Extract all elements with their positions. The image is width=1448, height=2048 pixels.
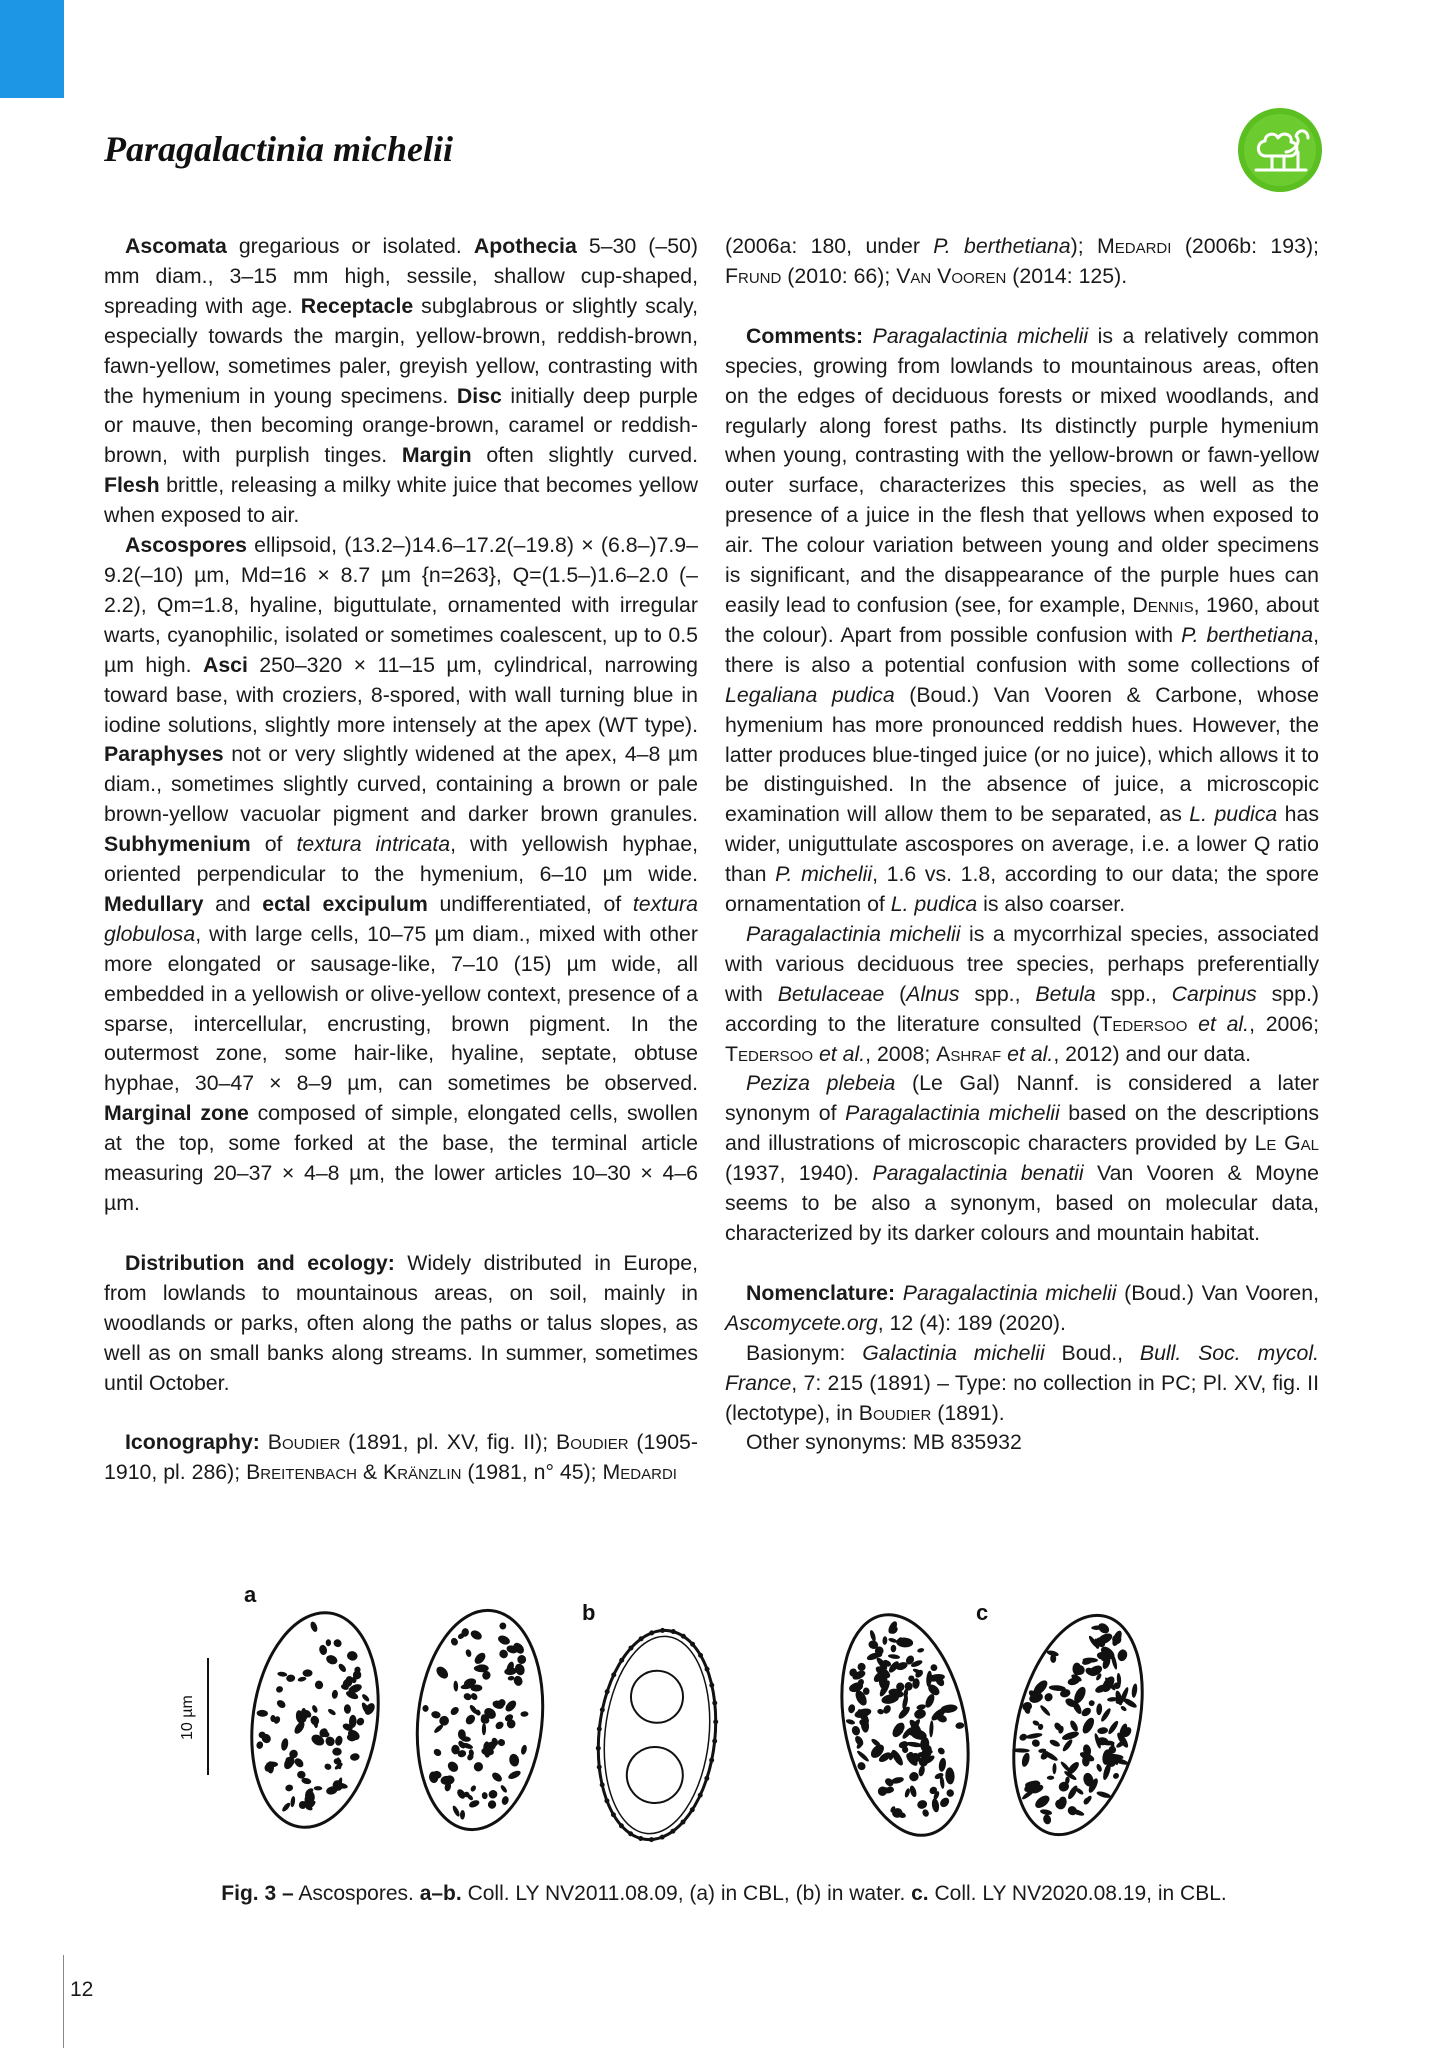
synonyms-paragraph: Other synonyms: MB 835932 [746,1430,1022,1455]
page-title: Paragalactinia michelii [104,129,453,169]
ascospore-figure [170,1580,1220,1880]
right-column [725,232,1319,1458]
spore-c2 [992,1602,1163,1848]
scale-label: 10 µm [179,1695,196,1740]
tree-icon [1236,106,1324,194]
figure-label-c: c [976,1600,989,1625]
page-rule [63,1955,64,2048]
nomenclature-paragraph: Nomenclature: Paragalactinia michelii (Boud.) Van Vooren, Ascomycete.org, 12 (4): 189 (2020). [725,1280,1319,1335]
page-number: 12 [70,1978,94,2001]
spore-b [586,1622,729,1848]
iconography-continued: (2006a: 180, under P. berthetiana); Medardi (2006b: 193); Frund (2010: 66); Van Vooren (2014: 125). [725,234,1319,288]
left-column [104,232,698,1488]
spore-a2 [407,1604,553,1836]
spore-c1 [823,1603,987,1847]
microscopy-paragraph: Ascospores ellipsoid, (13.2–)14.6–17.2(–19.8) × (6.8–)7.9–9.2(–10) µm, Md=16 × 8.7 µm {n=263}, Q=(1.5–)1.6–2.0 (–2.2), Qm=1.8, hyaline, biguttulate, ornamented with irregular warts, cyanophilic, isolated or sometimes coalescent, up to 0.5 µm high. Asci 250–320 × 11–15 µm, cylindrical, narrowing toward base, with croziers, 8-spored, with wall turning blue in iodine solutions, slightly more intensely at the apex (WT type). Paraphyses not or very slightly widened at the apex, 4–8 µm diam., sometimes slightly curved, containing a brown or pale brown-yellow vacuolar pigment and darker brown granules. Subhymenium of textura intricata, with yellowish hyphae, oriented perpendicular to the hymenium, 6–10 µm wide. Medullary and ectal excipulum undifferentiated, of textura globulosa, with large cells, 10–75 µm diam., mixed with other more elongated or sausage-like, 7–10 (15) µm wide, all embedded in a yellowish or olive-yellow context, presence of a sparse, intercellular, encrusting, brown pigment. In the outermost zone, some hair-like, hyaline, septate, obtuse hyphae, 30–47 × 8–9 µm, can sometimes be observed. Marginal zone composed of simple, elongated cells, swollen at the top, some forked at the base, the terminal article measuring 20–37 × 4–8 µm, the lower articles 10–30 × 4–6 µm. [104,533,698,1215]
iconography-paragraph: Iconography: Boudier (1891, pl. XV, fig. II); Boudier (1905-1910, pl. 286); Breitenbach & Kränzlin (1981, n° 45); Medardi [104,1430,698,1485]
spore-a1 [239,1604,392,1835]
synonymy-paragraph: Peziza plebeia (Le Gal) Nannf. is considered a later synonym of Paragalactinia michelii based on the descriptions and illustrations of microscopic characters provided by Le Gal (1937, 1940). Paragalactinia benatii Van Vooren & Moyne seems to be also a synonym, based on molecular data, characterized by its darker colours and mountain habitat. [725,1071,1319,1245]
distribution-paragraph: Distribution and ecology: Widely distributed in Europe, from lowlands to mountainous areas, on soil, mainly in woodlands or parks, often along the paths or talus slopes, as well as on small banks along streams. In summer, sometimes until October. [104,1250,699,1395]
figure-caption: Fig. 3 – Ascospores. a–b. Coll. LY NV2011.08.09, (a) in CBL, (b) in water. c. Coll. LY NV2020.08.19, in CBL. [221,1882,1227,1905]
figure-label-a: a [244,1582,257,1607]
comments-paragraph: Comments: Paragalactinia michelii is a relatively common species, growing from lowlands to mountainous areas, often on the edges of deciduous forests or mixed woodlands, and regularly along forest paths. Its distinctly purple hymenium when young, contrasting with the yellow-brown or fawn-yellow outer surface, characterizes this species, as well as the presence of a juice in the flesh that yellows when exposed to air. The colour variation between young and older specimens is significant, and the disappearance of the purple hues can easily lead to confusion (see, for example, Dennis, 1960, about the colour). Apart from possible confusion with P. berthetiana, there is also a potential confusion with some collections of Legaliana pudica (Boud.) Van Vooren & Carbone, whose hymenium has more pronounced reddish hues. However, the latter produces blue-tinged juice (or no juice), which allows it to be distinguished. In the absence of juice, a microscopic examination will allow them to be separated, as L. pudica has wider, uniguttulate ascospores on average, i.e. a lower Q ratio than P. michelii, 1.6 vs. 1.8, according to our data; the spore ornamentation of L. pudica is also coarser. [725,323,1320,917]
spore-drawings [239,1602,1164,1848]
basionym-paragraph: Basionym: Galactinia michelii Boud., Bull. Soc. mycol. France, 7: 215 (1891) – Type: no collection in PC; Pl. XV, fig. II (lectotype), in Boudier (1891). [725,1340,1320,1425]
description-paragraph: Ascomata gregarious or isolated. Apothecia 5–30 (–50) mm diam., 3–15 mm high, sessile, shallow cup-shaped, spreading with age. Receptacle subglabrous or slightly scaly, especially towards the margin, yellow-brown, reddish-brown, fawn-yellow, sometimes paler, greyish yellow, contrasting with the hymenium in young specimens. Disc initially deep purple or mauve, then becoming orange-brown, caramel or reddish-brown, with purplish tinges. Margin often slightly curved. Flesh brittle, releasing a milky white juice that becomes yellow when exposed to air. [104,234,698,528]
ecology-paragraph: Paragalactinia michelii is a mycorrhizal species, associated with various deciduous tree species, perhaps preferentially with Betulaceae (Alnus spp., Betula spp., Carpinus spp.) according to the literature consulted (Tedersoo et al., 2006; Tedersoo et al., 2008; Ashraf et al., 2012) and our data. [725,921,1320,1066]
figure-label-b: b [582,1600,596,1625]
section-tab [0,0,64,98]
